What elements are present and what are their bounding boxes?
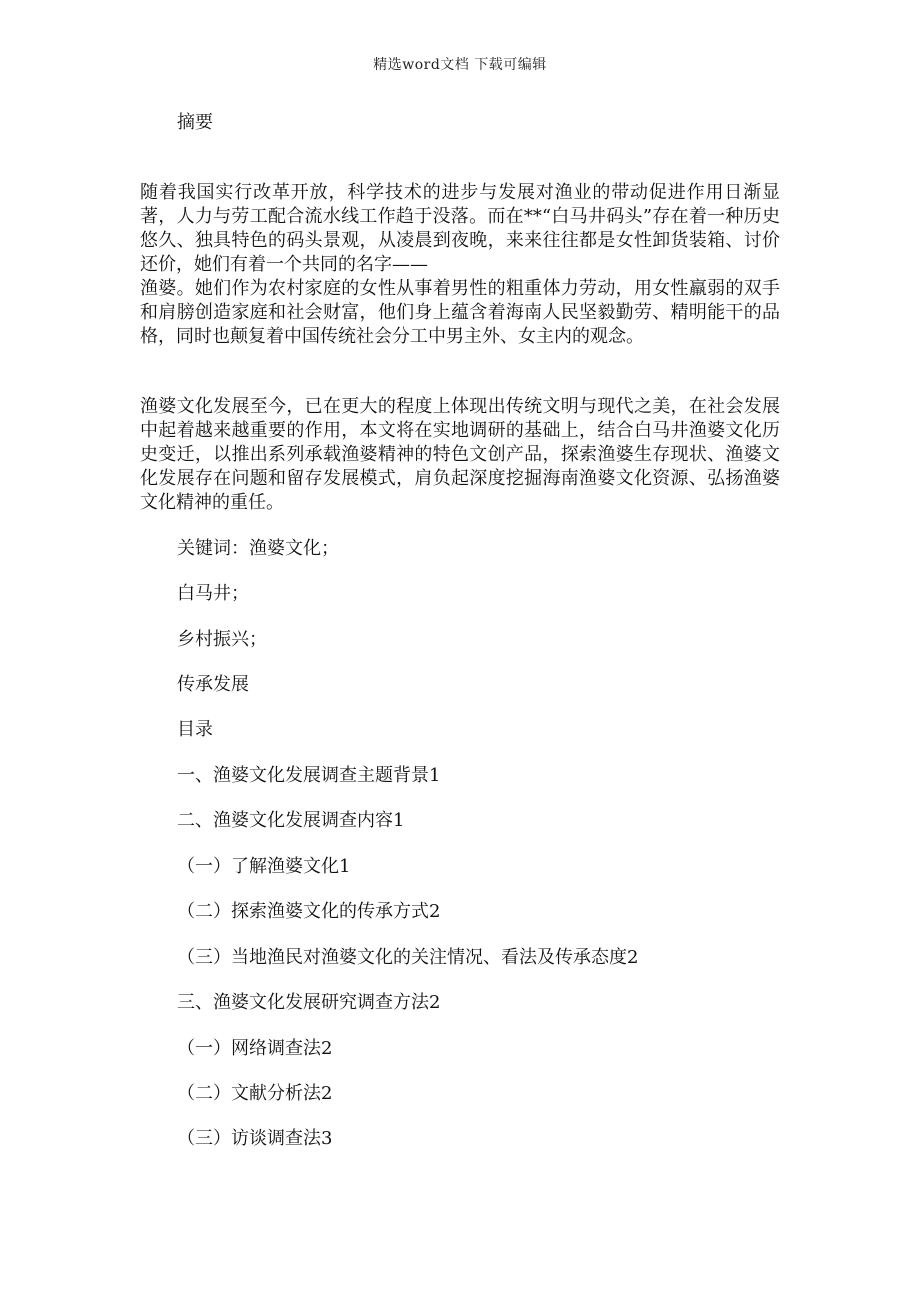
toc-entry: （三）访谈调查法3 xyxy=(177,1128,333,1149)
keywords-label: 关键词：渔婆文化； xyxy=(177,538,339,559)
toc-entry: （一）网络调查法2 xyxy=(177,1038,333,1059)
abstract-paragraph-2 xyxy=(140,395,780,515)
toc-entry: （二）探索渔婆文化的传承方式2 xyxy=(177,901,441,922)
keyword-item: 传承发展 xyxy=(177,674,249,695)
abstract-title: 摘要 xyxy=(177,112,213,133)
toc-title: 目录 xyxy=(177,719,213,740)
toc-entry: 三、渔婆文化发展研究调查方法2 xyxy=(177,992,441,1013)
keyword-item: 白马井； xyxy=(177,583,249,604)
abstract-paragraph-1-part-1: 随着我国实行改革开放，科学技术的进步与发展对渔业的带动促进作用日渐显著，人力与劳工配合流水线工作趋于没落。而在**“白马井码头”存在着一种历史悠久、独具特色的码头景观，从凌晨到夜晚，来来往往都是女性卸货装箱、讨价还价，她们有着一个共同的名字—— xyxy=(140,182,780,275)
page-header: 精选word文档 下载可编辑 xyxy=(373,57,547,73)
toc-entry: 二、渔婆文化发展调查内容1 xyxy=(177,810,405,831)
toc-entry: （二）文献分析法2 xyxy=(177,1083,333,1104)
abstract-paragraph-2-text: 渔婆文化发展至今，已在更大的程度上体现出传统文明与现代之美，在社会发展中起着越来越重要的作用，本文将在实地调研的基础上，结合白马井渔婆文化历史变迁，以推出系列承载渔婆精神的特色文创产品，探索渔婆生存现状、渔婆文化发展存在问题和留存发展模式，肩负起深度挖掘海南渔婆文化资源、弘扬渔婆文化精神的重任。 xyxy=(140,396,780,513)
toc-entry: （一）了解渔婆文化1 xyxy=(177,856,351,877)
abstract-paragraph-1-part-2: 渔婆。她们作为农村家庭的女性从事着男性的粗重体力劳动，用女性羸弱的双手和肩膀创造家庭和社会财富，他们身上蕴含着海南人民坚毅勤劳、精明能干的品格，同时也颠复着中国传统社会分工中男主外、女主内的观念。 xyxy=(140,278,780,347)
toc-entry: （三）当地渔民对渔婆文化的关注情况、看法及传承态度2 xyxy=(177,947,639,968)
toc-entry: 一、渔婆文化发展调查主题背景1 xyxy=(177,765,441,786)
abstract-paragraph-1 xyxy=(140,181,780,349)
keyword-item: 乡村振兴； xyxy=(177,629,267,650)
